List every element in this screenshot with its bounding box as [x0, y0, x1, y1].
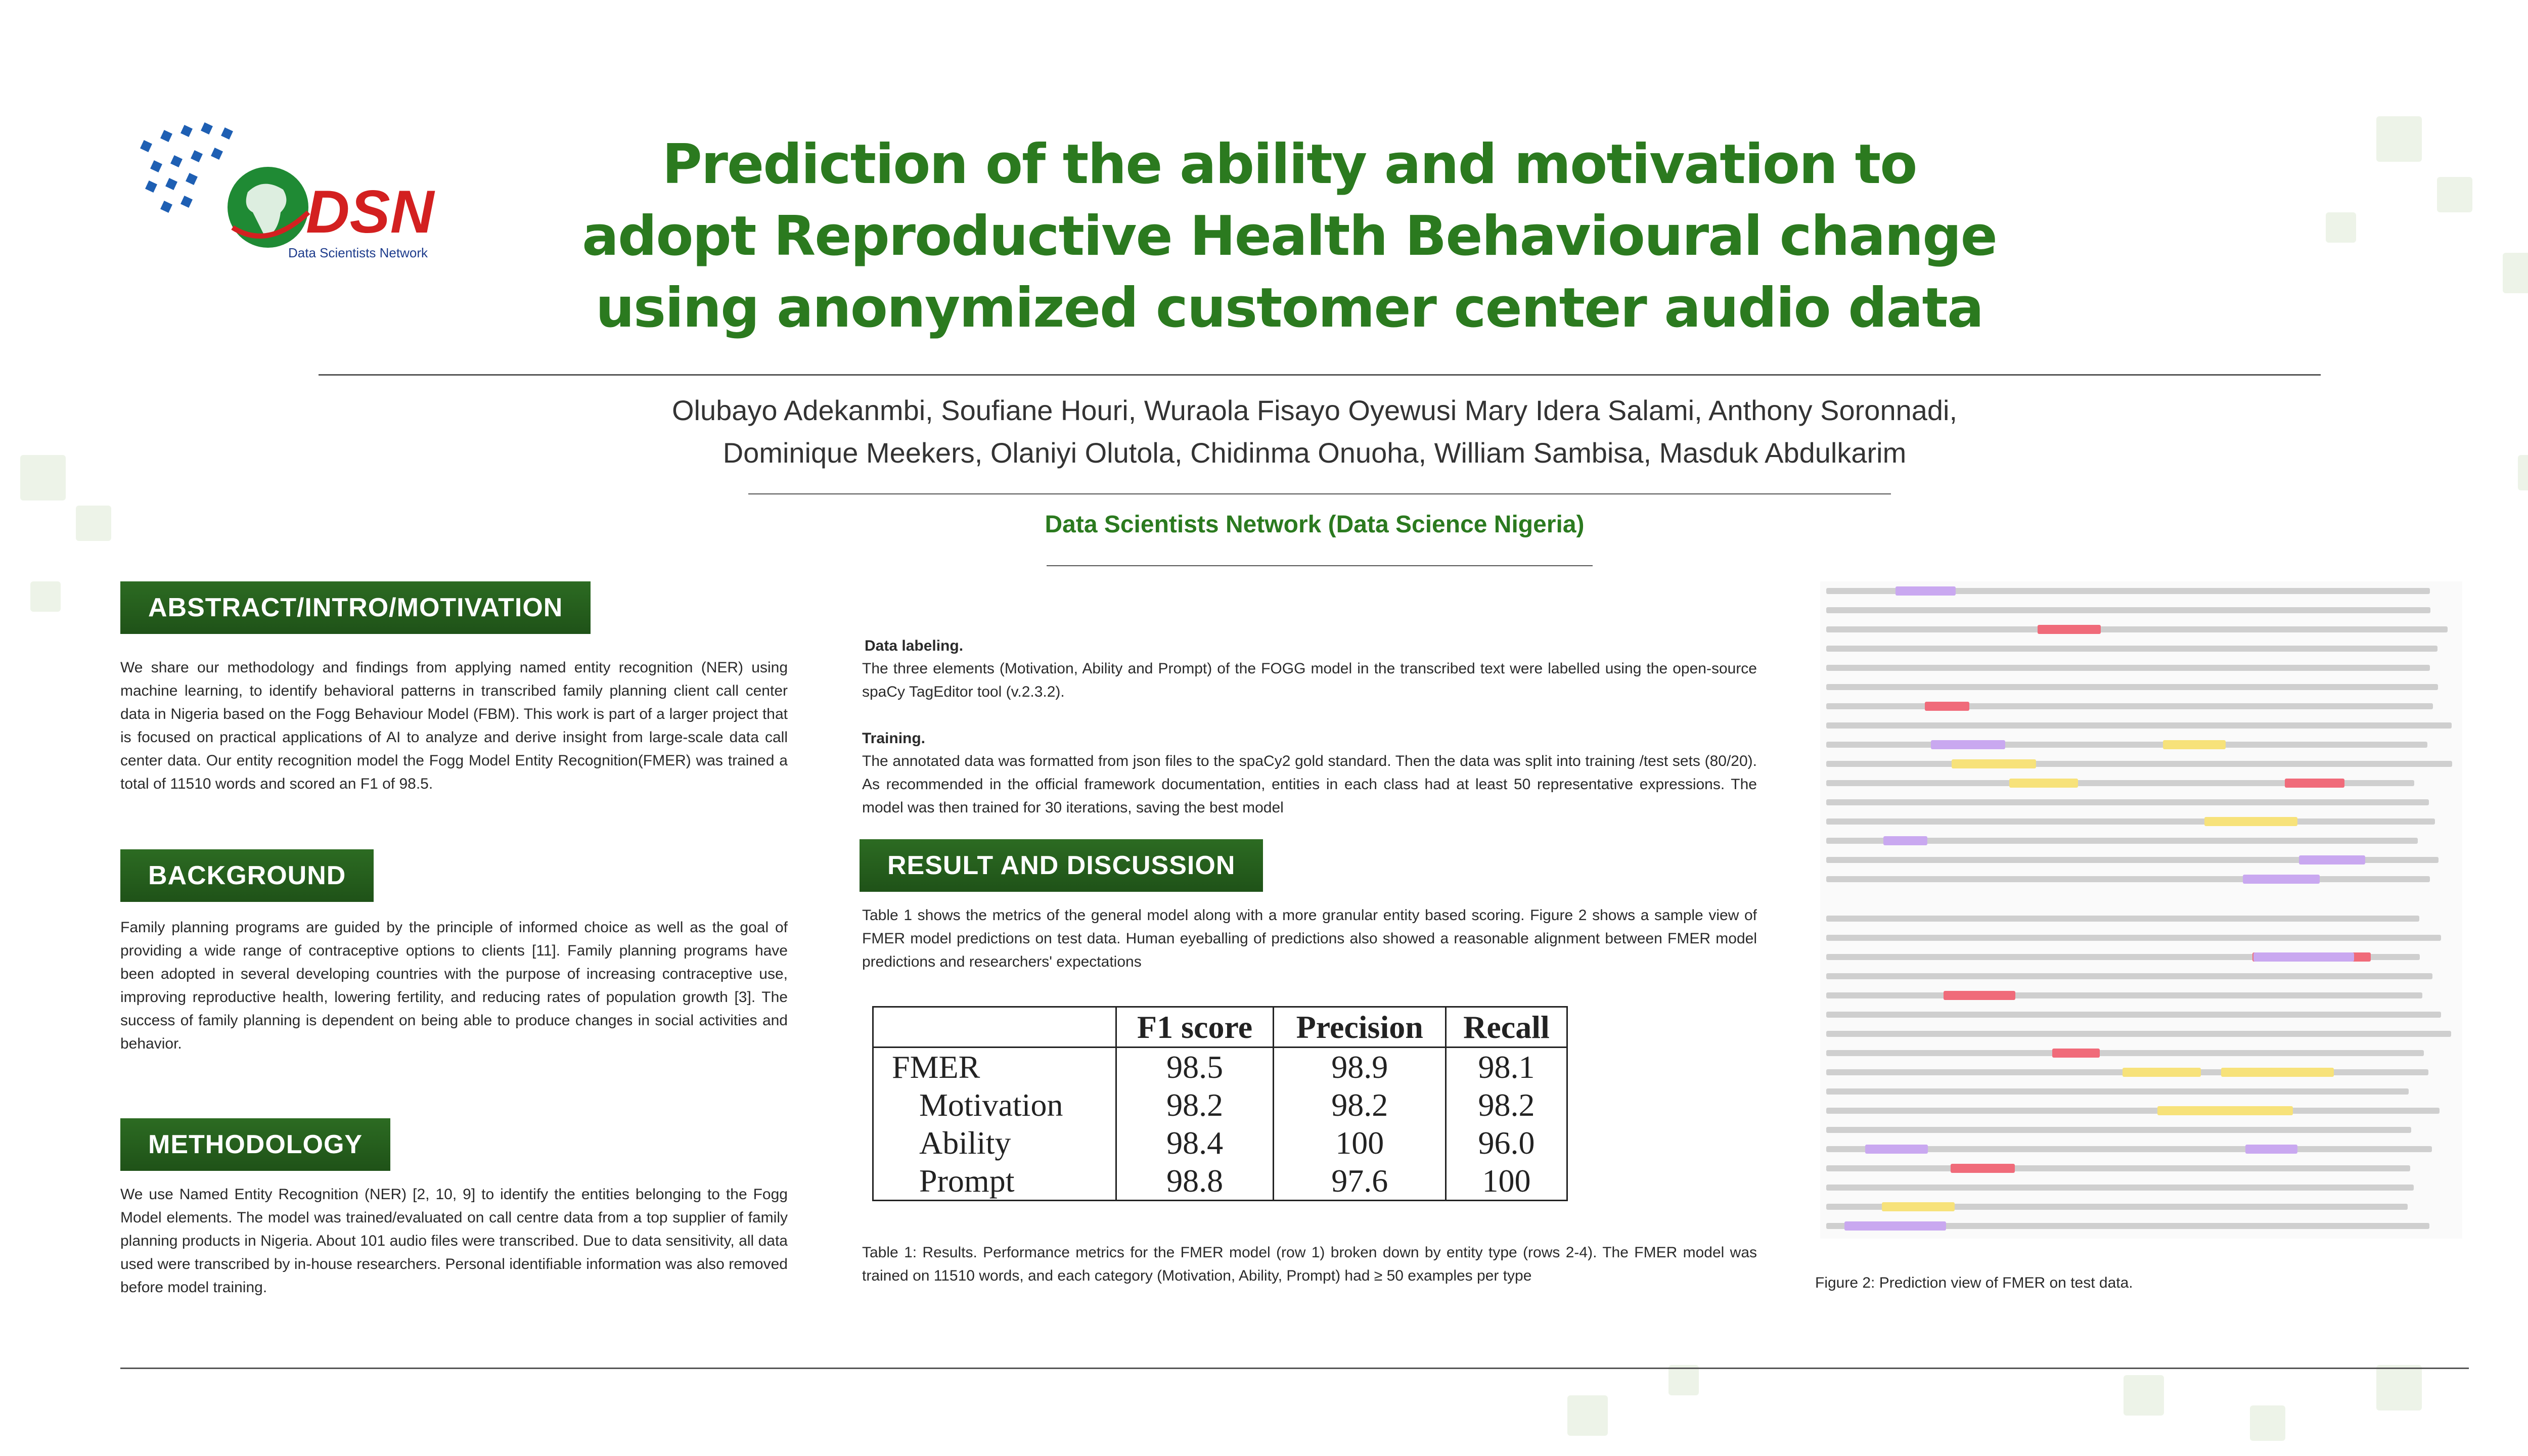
- figure-text-line: [1826, 1031, 2451, 1037]
- figure-text-line: [1826, 799, 2429, 805]
- entity-highlight: [2038, 625, 2101, 634]
- figure-text-line: [1826, 876, 2430, 882]
- figure-text-line: [1826, 1050, 2424, 1056]
- authors-line-1: Olubayo Adekanmbi, Soufiane Houri, Wuraola Fisayo Oyewusi Mary Idera Salami, Anthony Soronnadi,: [671, 394, 1958, 426]
- dsn-logo: [131, 121, 465, 273]
- training-text: The annotated data was formatted from json files to the spaCy2 gold standard. Then the data was split into training /test sets (80/20). As recommended in the official framework documentation, entities in each class had at least 50 representative expressions. The model was then trained for 30 iterations, saving the best model: [862, 753, 1757, 816]
- decor-square: [2503, 253, 2528, 293]
- table-row: [874, 1086, 1566, 1124]
- table-cell: 98.5: [1116, 1048, 1274, 1086]
- figure-text-line: [1826, 684, 2438, 690]
- logo-dot: [160, 201, 172, 213]
- table-cell: 98.2: [1478, 1086, 1535, 1123]
- table-cell: 98.2: [1116, 1086, 1274, 1124]
- prediction-figure: [1820, 581, 2462, 1239]
- section-heading-results: RESULT AND DISCUSSION: [860, 839, 1263, 892]
- affiliation-divider: [1047, 565, 1593, 566]
- entity-highlight: [2009, 779, 2078, 788]
- results-text: Table 1 shows the metrics of the general model along with a more granular entity based scoring. Figure 2 shows a sample view of FMER model predictions on test data. Human eyeballing of predictions also showed a reasonable alignment between FMER model predictions and researchers' expectations: [862, 907, 1757, 970]
- figure-text-line: [1826, 607, 2430, 613]
- logo-dot: [165, 178, 177, 190]
- results-table: [872, 1006, 1568, 1201]
- entity-highlight: [2239, 1106, 2293, 1115]
- logo-dot: [150, 160, 162, 172]
- figure-text-line: [1826, 761, 2452, 767]
- entity-highlight: [2299, 855, 2365, 864]
- decor-square: [1668, 1365, 1699, 1395]
- entity-highlight: [1951, 1164, 2015, 1173]
- labeling-heading: Data labeling.: [865, 638, 964, 654]
- entity-highlight: [2253, 952, 2354, 962]
- entity-highlight: [1895, 586, 1956, 596]
- logo-dot: [180, 125, 193, 137]
- table-header-cell: [874, 1008, 1116, 1048]
- figure-text-line: [1826, 722, 2452, 729]
- figure-caption: Figure 2: Prediction view of FMER on test data.: [1815, 1275, 2133, 1291]
- logo-dot: [160, 130, 172, 142]
- entity-highlight: [1883, 836, 1927, 845]
- entity-highlight: [2052, 1049, 2100, 1058]
- table-header-cell: Recall: [1446, 1008, 1566, 1048]
- decor-square: [30, 581, 61, 612]
- decor-square: [2376, 1365, 2422, 1410]
- entity-highlight: [1844, 1221, 1946, 1231]
- figure-text-line: [1826, 646, 2437, 652]
- globe-icon: [222, 162, 313, 253]
- decor-square: [2124, 1375, 2164, 1416]
- figure-text-line: [1826, 665, 2430, 671]
- entity-highlight: [2163, 740, 2226, 749]
- logo-dot: [180, 196, 193, 208]
- logo-dot: [221, 127, 233, 140]
- methodology-text: We use Named Entity Recognition (NER) [2, 10, 9] to identify the entities belonging to the Fogg Model elements. The model was trained/evaluated on call centre data from a top supplier of family planning products in Nigeria. About 101 audio files were transcribed. Due to data sensitivity, all data used were transcribed by in-house researchers. Personal identifiable information was also removed before model training.: [120, 1186, 788, 1296]
- table-row: [874, 1124, 1566, 1162]
- logo-dot: [145, 180, 157, 193]
- authors: [506, 389, 2124, 474]
- entity-highlight: [1952, 759, 2036, 768]
- table-cell: 98.9: [1274, 1048, 1446, 1086]
- table-row: [874, 1048, 1566, 1086]
- section-heading-background: BACKGROUND: [120, 849, 374, 902]
- logo-dot: [201, 122, 213, 134]
- figure-text-line: [1826, 1165, 2410, 1171]
- table-cell: 98.4: [1116, 1124, 1274, 1162]
- section-heading-methodology: METHODOLOGY: [120, 1118, 390, 1171]
- decor-square: [2518, 455, 2528, 490]
- entity-highlight: [2123, 1068, 2201, 1077]
- decor-square: [2326, 212, 2356, 243]
- logo-dot: [211, 148, 223, 160]
- figure-text-line: [1826, 1012, 2441, 1018]
- table-cell: Ability: [874, 1124, 1116, 1162]
- table-cell: 98.1: [1478, 1049, 1535, 1085]
- table-header-row: [874, 1008, 1566, 1048]
- poster-title: Prediction of the ability and motivation to adopt Reproductive Health Behavioural change using anonymized customer center audio data: [582, 133, 1997, 340]
- logo-text: DSN: [306, 178, 434, 246]
- figure-text-line: [1826, 742, 2427, 748]
- figure-text-line: [1826, 1127, 2411, 1133]
- entity-highlight: [1944, 991, 2015, 1000]
- logo-dot: [140, 140, 152, 152]
- entity-highlight: [1925, 702, 1969, 711]
- entity-highlight: [2285, 779, 2344, 788]
- authors-line-2: Dominique Meekers, Olaniyi Olutola, Chidinma Onuoha, William Sambisa, Masduk Abdulkarim: [723, 437, 1907, 469]
- footer-divider: [120, 1368, 2469, 1369]
- decor-square: [76, 506, 111, 541]
- figure-text-line: [1826, 818, 2435, 825]
- logo-dot: [170, 155, 183, 167]
- table-cell: 98.2: [1274, 1086, 1446, 1124]
- logo-dot: [186, 173, 198, 185]
- logo-subtext: Data Scientists Network: [288, 245, 428, 260]
- background-text: Family planning programs are guided by the principle of informed choice as well as the goal of providing a wide range of contraceptive options to clients [11]. Family planning programs have been adopted in several developing countries with the purpose of increasing contraceptive use, improving reproductive health, lowering fertility, and reducing rates of population growth [3]. The success of family planning is dependent on being able to produce changes in social activities and behavior.: [120, 919, 788, 1052]
- figure-text-line: [1826, 1185, 2414, 1191]
- figure-text-line: [1826, 1088, 2409, 1095]
- table-cell: 97.6: [1274, 1162, 1446, 1200]
- entity-highlight: [2245, 1145, 2297, 1154]
- labeling-text: The three elements (Motivation, Ability and Prompt) of the FOGG model in the transcribed text were labelled using the open-source spaCy TagEditor tool (v.2.3.2).: [862, 660, 1757, 700]
- table-header-cell: Precision: [1274, 1008, 1446, 1048]
- entity-highlight: [1882, 1202, 1955, 1211]
- training-heading: Training.: [862, 730, 926, 747]
- table-row: [874, 1162, 1566, 1200]
- figure-text-line: [1826, 1108, 2440, 1114]
- entity-highlight: [2221, 1068, 2334, 1077]
- decor-square: [2437, 177, 2472, 212]
- decor-square: [1567, 1395, 1608, 1436]
- affiliation: Data Scientists Network (Data Science Nigeria): [1045, 511, 1585, 538]
- logo-dot: [191, 150, 203, 162]
- decor-square: [2250, 1405, 2285, 1441]
- figure-text-line: [1826, 916, 2419, 922]
- table-cell: 98.8: [1116, 1162, 1274, 1200]
- table-cell: 100: [1274, 1124, 1446, 1162]
- table-caption: Table 1: Results. Performance metrics for the FMER model (row 1) broken down by entity type (rows 2-4). The FMER model was trained on 11510 words, and each category (Motivation, Ability, Prompt) had ≥ 50 examples per type: [862, 1244, 1757, 1284]
- decor-square: [2376, 116, 2422, 162]
- figure-text-line: [1826, 992, 2422, 998]
- section-heading-abstract: ABSTRACT/INTRO/MOTIVATION: [120, 581, 591, 634]
- entity-highlight: [2204, 817, 2297, 826]
- table-cell: 96.0: [1478, 1124, 1535, 1161]
- figure-text-line: [1826, 626, 2448, 632]
- decor-square: [20, 455, 66, 500]
- entity-highlight: [1931, 740, 2005, 749]
- authors-divider: [748, 493, 1891, 494]
- table-cell: 100: [1482, 1162, 1531, 1199]
- entity-highlight: [1865, 1145, 1928, 1154]
- entity-highlight: [2243, 875, 2320, 884]
- figure-text-line: [1826, 935, 2441, 941]
- title-divider: [319, 374, 2321, 376]
- table-cell: FMER: [874, 1048, 1116, 1086]
- table-cell: Motivation: [874, 1086, 1116, 1124]
- table-header-cell: F1 score: [1116, 1008, 1274, 1048]
- table-cell: Prompt: [874, 1162, 1116, 1200]
- abstract-text: We share our methodology and findings from applying named entity recognition (NER) using machine learning, to identify behavioral patterns in transcribed family planning client call center data in Nigeria based on the Fogg Behaviour Model (FBM). This work is part of a larger project that is focused on practical applications of AI to analyze and derive insight from large-scale data call center data. Our entity recognition model the Fogg Model Entity Recognition(FMER) was trained a total of 11510 words and scored an F1 of 98.5.: [120, 659, 788, 792]
- figure-text-line: [1826, 703, 2433, 709]
- figure-text-line: [1826, 973, 2432, 979]
